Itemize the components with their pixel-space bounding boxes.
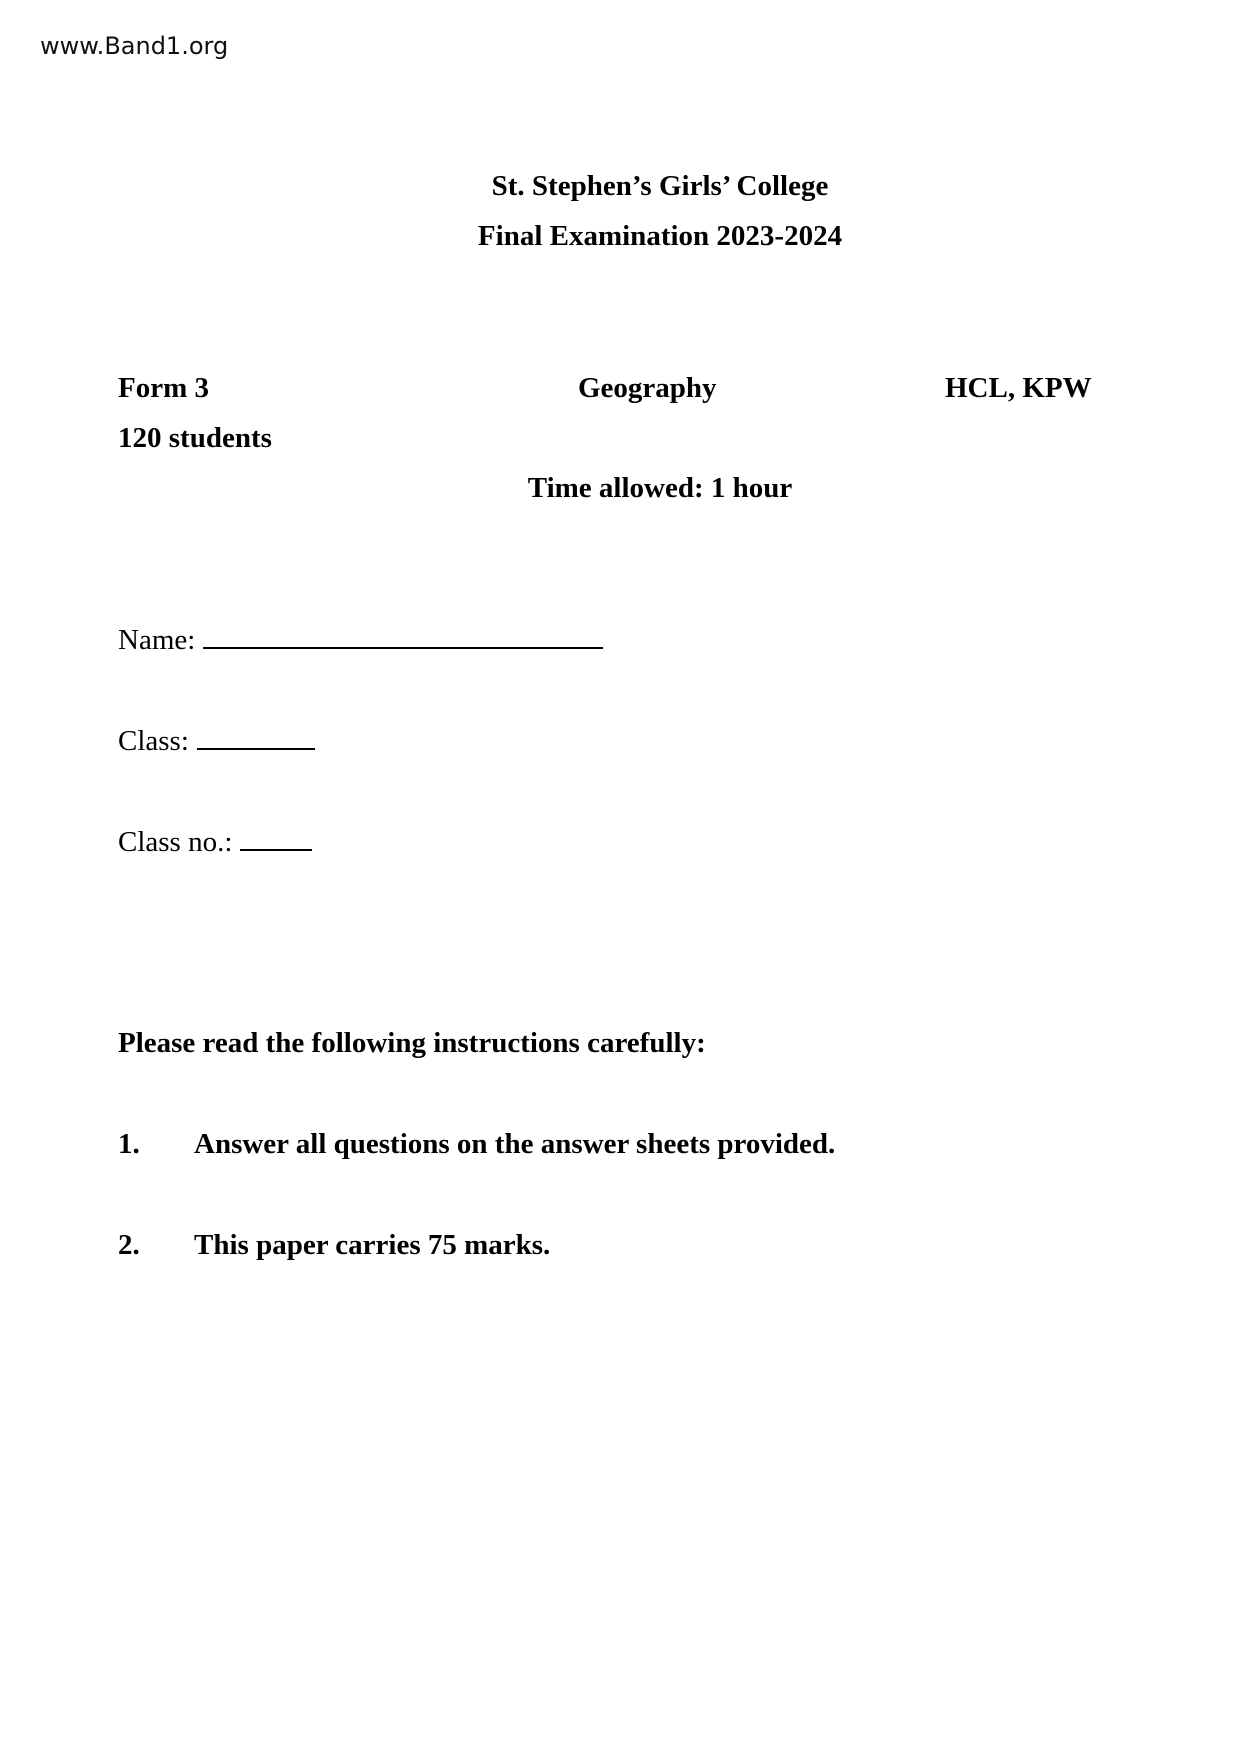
- class-no-label: Class no.:: [118, 826, 233, 858]
- watermark-url: www.Band1.org: [40, 32, 229, 60]
- exam-title: Final Examination 2023-2024: [477, 220, 843, 252]
- form-level: Form 3: [118, 372, 209, 404]
- teacher-initials: HCL, KPW: [945, 372, 1092, 404]
- name-label: Name:: [118, 624, 196, 656]
- instruction-item: [118, 1128, 835, 1161]
- student-count: 120 students: [118, 422, 272, 454]
- subject: Geography: [578, 372, 717, 404]
- time-allowed: Time allowed: 1 hour: [527, 472, 793, 504]
- instructions-heading: Please read the following instructions carefully:: [118, 1027, 706, 1059]
- name-field: [118, 623, 603, 657]
- school-name: St. Stephen’s Girls’ College: [491, 170, 829, 202]
- class-label: Class:: [118, 725, 189, 757]
- instruction-item: [118, 1229, 550, 1262]
- class-blank[interactable]: [197, 724, 315, 750]
- class-no-blank[interactable]: [240, 825, 312, 851]
- class-field: [118, 724, 315, 758]
- instruction-number: 2.: [118, 1229, 140, 1261]
- class-no-field: [118, 825, 312, 859]
- instruction-number: 1.: [118, 1128, 140, 1160]
- instruction-text: This paper carries 75 marks.: [194, 1229, 551, 1261]
- name-blank[interactable]: [203, 623, 603, 649]
- instruction-text: Answer all questions on the answer sheets provided.: [194, 1128, 836, 1160]
